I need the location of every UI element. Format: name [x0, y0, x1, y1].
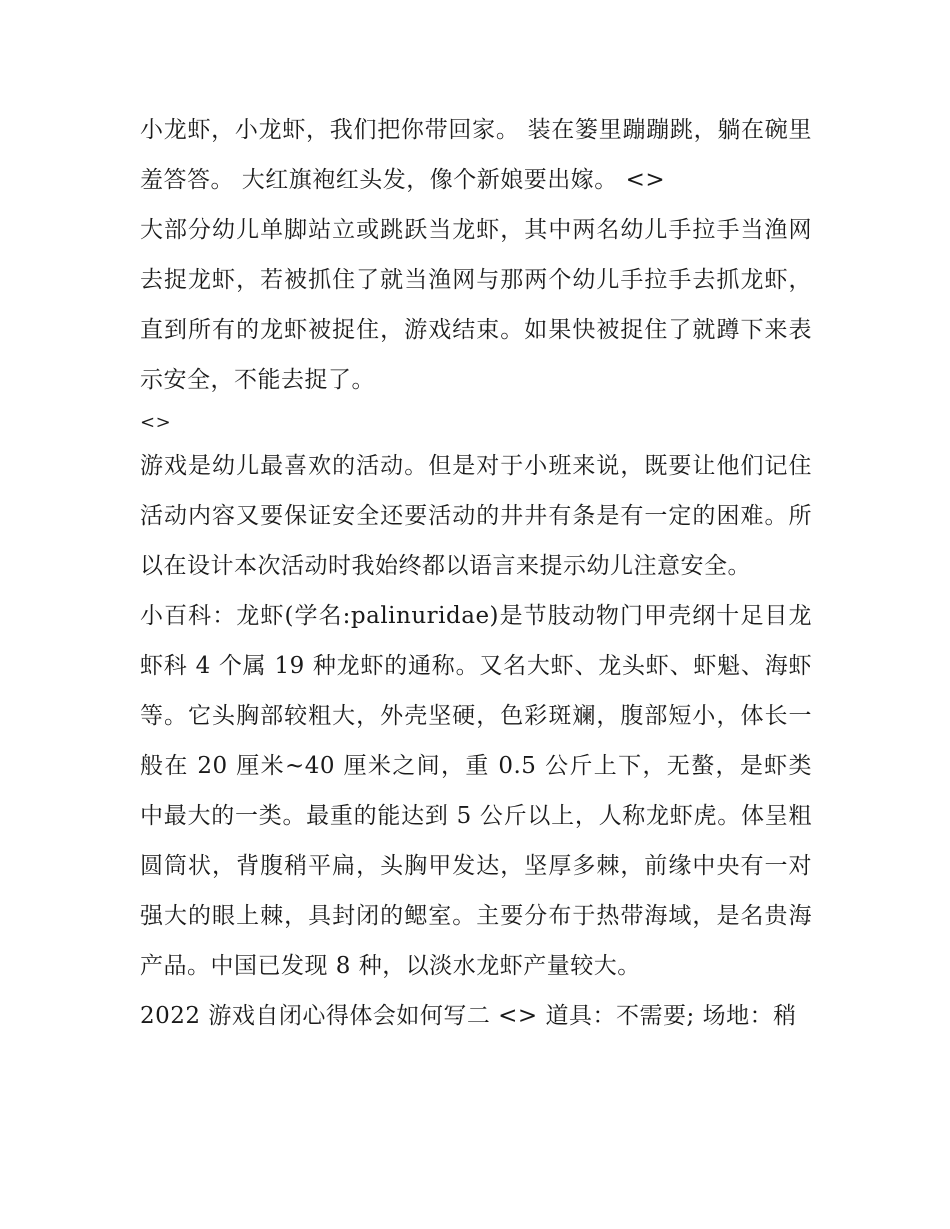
- paragraph-separator: <>: [140, 412, 172, 433]
- paragraph-rhyme: 小龙虾，小龙虾，我们把你带回家。 装在篓里蹦蹦跳，躺在碗里羞答答。 大红旗袍红头发，像个新娘要出嫁。 <>: [140, 117, 812, 193]
- paragraph-next-section: 2022 游戏自闭心得体会如何写二 <> 道具：不需要; 场地：稍: [140, 1003, 797, 1029]
- document-body: [140, 105, 812, 1041]
- paragraph-game-rules: 大部分幼儿单脚站立或跳跃当龙虾，其中两名幼儿手拉手当渔网去捉龙虾，若被抓住了就当渔网与那两个幼儿手拉手去抓龙虾，直到所有的龙虾被捉住，游戏结束。如果快被捉住了就蹲下来表示安全，不能去捉了。: [140, 217, 812, 393]
- paragraph-reflection: 游戏是幼儿最喜欢的活动。但是对于小班来说，既要让他们记住活动内容又要保证安全还要活动的井井有条是有一定的困难。所以在设计本次活动时我始终都以语言来提示幼儿注意安全。: [140, 453, 812, 579]
- paragraph-encyclopedia: 小百科：龙虾(学名:palinuridae)是节肢动物门甲壳纲十足目龙虾科 4 个属 19 种龙虾的通称。又名大虾、龙头虾、虾魁、海虾等。它头胸部较粗大，外壳坚硬，色彩斑斓，腹部短小，体长一般在 20 厘米~40 厘米之间，重 0.5 公斤上下，无螯，是虾类中最大的一类。最重的能达到 5 公斤以上，人称龙虾虎。体呈粗圆筒状，背腹稍平扁，头胸甲发达，坚厚多棘，前缘中央有一对强大的眼上棘，具封闭的鳃室。主要分布于热带海域，是名贵海产品。中国已发现 8 种，以淡水龙虾产量较大。: [140, 603, 812, 979]
